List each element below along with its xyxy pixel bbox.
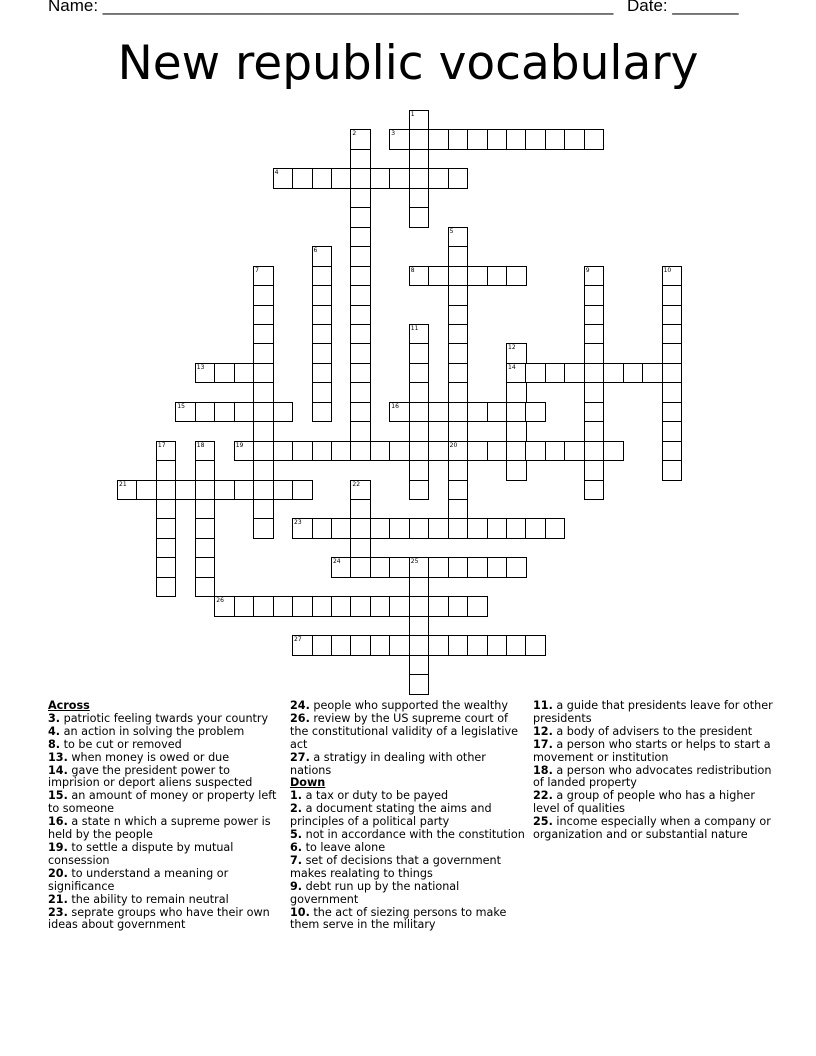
crossword-cell[interactable] [506,343,527,364]
crossword-cell[interactable] [662,402,683,423]
crossword-cell[interactable] [545,129,566,150]
crossword-cell[interactable] [584,129,605,150]
clue-number: 26 [216,597,224,605]
clue-number: 3 [391,130,396,138]
crossword-cell[interactable] [506,460,527,481]
crossword-cell[interactable] [253,266,274,287]
clue-number: 20 [449,441,458,449]
crossword-cell[interactable] [506,635,527,656]
crossword-cell[interactable] [603,363,624,384]
crossword-cell[interactable] [584,382,605,403]
clue-across-15: 15. an amount of money or property left to someone [48,789,277,816]
crossword-cell[interactable] [292,518,313,539]
crossword-cell[interactable] [409,402,430,423]
crossword-cell[interactable] [467,402,488,423]
crossword-cell[interactable] [506,421,527,442]
crossword-cell[interactable] [642,363,663,384]
crossword-cell[interactable] [156,518,177,539]
crossword-cell[interactable] [312,596,333,617]
crossword-cell[interactable] [662,441,683,462]
clue-number: 1 [410,111,415,118]
crossword-cell[interactable] [409,616,430,637]
crossword-cell[interactable] [467,441,488,462]
crossword-cell[interactable] [312,168,333,189]
crossword-cell[interactable] [428,129,449,150]
clue-number: 2 [352,130,357,138]
crossword-cell[interactable] [448,324,469,345]
crossword-cell[interactable] [584,421,605,442]
clue-across-19: 19. to settle a dispute by mutual consession [48,840,234,867]
crossword-cell[interactable] [389,635,410,656]
crossword-cell[interactable] [312,305,333,326]
crossword-cell[interactable] [214,402,235,423]
crossword-cell[interactable] [370,518,391,539]
crossword-cell[interactable] [214,596,235,617]
crossword-cell[interactable] [292,635,313,656]
crossword-cell[interactable] [350,266,371,287]
clue-number: 14 [508,363,516,371]
crossword-cell[interactable] [350,129,371,150]
crossword-cell[interactable] [350,635,371,656]
crossword-cell[interactable] [584,324,605,345]
crossword-cell[interactable] [175,402,196,423]
clue-number: 17 [157,441,166,449]
crossword-cell[interactable] [409,596,430,617]
crossword-cell[interactable] [564,129,585,150]
crossword-cell[interactable] [409,480,430,501]
crossword-cell[interactable] [409,188,430,209]
clue-across-24: 24. people who supported the wealthy [290,699,509,712]
clue-across-3: 3. patriotic feeling twards your country [48,711,269,725]
clue-down-6: 6. to leave alone [290,840,386,854]
clue-down-11: 11. a guide that presidents leave for other presidents [533,699,773,725]
crossword-cell[interactable] [350,324,371,345]
crossword-cell[interactable] [662,363,683,384]
crossword-cell[interactable] [662,305,683,326]
crossword-cell[interactable] [370,441,391,462]
clue-across-23: 23. seprate groups who have their own ideas about government [48,905,270,932]
crossword-cell[interactable] [370,168,391,189]
clue-number: 10 [663,266,672,274]
clue-number: 18 [196,441,205,449]
crossword-cell[interactable] [525,635,546,656]
crossword-cell[interactable] [487,266,508,287]
crossword-cell[interactable] [448,129,469,150]
across-heading: Across [48,699,90,712]
crossword-cell[interactable] [253,363,274,384]
clue-number: 8 [410,266,415,274]
crossword-cell[interactable] [506,382,527,403]
crossword-cell[interactable] [350,538,371,559]
crossword-cell[interactable] [195,499,216,520]
clue-down-22: 22. a group of people who has a higher level of qualities [533,789,755,816]
crossword-cell[interactable] [312,343,333,364]
clue-down-17: 17. a person who starts or helps to start a movement or institution [533,737,771,764]
crossword-cell[interactable] [253,402,274,423]
down-heading: Down [290,776,326,790]
crossword-cell[interactable] [370,596,391,617]
crossword-cell[interactable] [331,518,352,539]
crossword-cell[interactable] [525,129,546,150]
crossword-cell[interactable] [195,538,216,559]
crossword-cell[interactable] [409,674,430,695]
crossword-cell[interactable] [662,343,683,364]
crossword-cell[interactable] [545,441,566,462]
crossword-cell[interactable] [234,480,255,501]
crossword-cell[interactable] [350,285,371,306]
crossword-cell[interactable] [487,441,508,462]
crossword-cell[interactable] [156,460,177,481]
crossword-cell[interactable] [506,557,527,578]
crossword-cell[interactable] [448,227,469,248]
crossword-cell[interactable] [584,441,605,462]
clue-across-26: 26. review by the US supreme court of the constitutional validity of a legislative act [290,711,518,751]
clue-number: 19 [235,441,244,449]
crossword-cell[interactable] [350,441,371,462]
crossword-cell[interactable] [253,518,274,539]
crossword-cell[interactable] [409,149,430,170]
crossword-cell[interactable] [312,635,333,656]
crossword-cell[interactable] [564,441,585,462]
crossword-cell[interactable] [331,441,352,462]
crossword-cell[interactable] [273,596,294,617]
crossword-cell[interactable] [448,343,469,364]
crossword-cell[interactable] [409,266,430,287]
clue-across-4: 4. an action in solving the problem [48,724,245,738]
crossword-cell[interactable] [312,402,333,423]
crossword-cell[interactable] [448,557,469,578]
crossword-cell[interactable] [584,305,605,326]
crossword-cell[interactable] [312,518,333,539]
crossword-cell[interactable] [525,363,546,384]
crossword-cell[interactable] [448,441,469,462]
crossword-cell[interactable] [273,402,294,423]
crossword-cell[interactable] [506,266,527,287]
crossword-cell[interactable] [350,188,371,209]
clue-number: 11 [410,324,419,332]
crossword-cell[interactable] [350,343,371,364]
crossword-cell[interactable] [350,480,371,501]
name-field-label: Name: ______________________________________________________ [48,0,614,15]
clue-number: 23 [294,519,302,527]
clue-down-12: 12. a body of advisers to the president [533,724,753,738]
crossword-cell[interactable] [234,441,255,462]
crossword-cell[interactable] [350,227,371,248]
clue-down-25: 25. income especially when a company or organization and or substantial nature [533,815,771,842]
crossword-cell[interactable] [350,246,371,267]
crossword-cell[interactable] [487,129,508,150]
crossword-cell[interactable] [312,382,333,403]
crossword-cell[interactable] [409,110,430,131]
clue-number: 9 [585,266,590,274]
crossword-cell[interactable] [662,382,683,403]
crossword-cell[interactable] [312,246,333,267]
crossword-cell[interactable] [448,363,469,384]
crossword-cell[interactable] [214,480,235,501]
crossword-cell[interactable] [253,480,274,501]
crossword-cell[interactable] [350,363,371,384]
crossword-cell[interactable] [292,480,313,501]
crossword-cell[interactable] [370,557,391,578]
clue-down-1: 1. a tax or duty to be payed [290,789,449,803]
clue-column-3 [533,700,773,842]
crossword-cell[interactable] [428,402,449,423]
crossword-cell[interactable] [584,266,605,287]
crossword-cell[interactable] [350,168,371,189]
crossword-cell[interactable] [350,421,371,442]
crossword-cell[interactable] [662,421,683,442]
crossword-cell[interactable] [195,518,216,539]
crossword-cell[interactable] [136,480,157,501]
crossword-cell[interactable] [409,168,430,189]
clue-number: 5 [449,227,454,235]
clue-number: 15 [177,402,185,410]
crossword-cell[interactable] [312,324,333,345]
crossword-cell[interactable] [331,168,352,189]
crossword-cell[interactable] [525,441,546,462]
crossword-cell[interactable] [350,596,371,617]
crossword-cell[interactable] [195,363,216,384]
crossword-cell[interactable] [448,460,469,481]
crossword-cell[interactable] [273,480,294,501]
crossword-cell[interactable] [409,324,430,345]
clue-down-2: 2. a document stating the aims and principles of a political party [290,802,492,829]
crossword-cell[interactable] [467,557,488,578]
crossword-cell[interactable] [603,441,624,462]
crossword-cell[interactable] [409,421,430,442]
crossword-cell[interactable] [467,635,488,656]
clue-number: 13 [196,363,205,371]
crossword-cell[interactable] [195,577,216,598]
clue-number: 21 [119,480,127,488]
clue-column-2 [290,700,528,932]
crossword-cell[interactable] [467,266,488,287]
crossword-cell[interactable] [409,557,430,578]
crossword-cell[interactable] [545,363,566,384]
crossword-cell[interactable] [350,518,371,539]
crossword-cell[interactable] [350,499,371,520]
crossword-cell[interactable] [312,363,333,384]
crossword-cell[interactable] [156,538,177,559]
crossword-cell[interactable] [253,596,274,617]
crossword-cell[interactable] [487,557,508,578]
clue-number: 7 [255,266,259,274]
crossword-cell[interactable] [389,441,410,462]
crossword-cell[interactable] [662,324,683,345]
crossword-cell[interactable] [409,207,430,228]
crossword-cell[interactable] [156,557,177,578]
crossword-cell[interactable] [331,596,352,617]
crossword-cell[interactable] [350,207,371,228]
crossword-cell[interactable] [506,363,527,384]
crossword-cell[interactable] [525,402,546,423]
date-field-label: Date: _______ [627,0,739,15]
crossword-cell[interactable] [409,577,430,598]
crossword-cell[interactable] [389,168,410,189]
crossword-cell[interactable] [487,635,508,656]
crossword-cell[interactable] [409,460,430,481]
clue-down-10: 10. the act of siezing persons to make them serve in the military [290,905,507,932]
crossword-cell[interactable] [253,382,274,403]
crossword-cell[interactable] [214,363,235,384]
clue-number: 4 [274,169,279,177]
crossword-cell[interactable] [312,266,333,287]
clue-down-9: 9. debt run up by the national government [290,879,460,906]
crossword-cell[interactable] [467,129,488,150]
crossword-cell[interactable] [428,518,449,539]
crossword-cell[interactable] [156,480,177,501]
crossword-cell[interactable] [448,402,469,423]
crossword-cell[interactable] [389,402,410,423]
crossword-cell[interactable] [662,266,683,287]
crossword-cell[interactable] [467,596,488,617]
crossword-cell[interactable] [292,441,313,462]
crossword-cell[interactable] [331,635,352,656]
crossword-cell[interactable] [350,557,371,578]
crossword-cell[interactable] [448,518,469,539]
crossword-cell[interactable] [175,480,196,501]
crossword-cell[interactable] [428,635,449,656]
clue-across-27: 27. a stratigy in dealing with other nations [290,750,486,777]
crossword-cell[interactable] [195,557,216,578]
crossword-cell[interactable] [467,518,488,539]
crossword-cell[interactable] [253,324,274,345]
crossword-cell[interactable] [448,499,469,520]
clue-down-18: 18. a person who advocates redistribution of landed property [533,763,772,790]
crossword-cell[interactable] [409,635,430,656]
crossword-cell[interactable] [662,460,683,481]
crossword-cell[interactable] [584,363,605,384]
crossword-cell[interactable] [350,149,371,170]
crossword-cell[interactable] [448,421,469,442]
crossword-cell[interactable] [273,168,294,189]
clue-column-1 [48,700,278,932]
clue-number: 22 [352,480,361,488]
crossword-cell[interactable] [545,518,566,539]
crossword-cell[interactable] [448,168,469,189]
crossword-cell[interactable] [448,480,469,501]
crossword-cell[interactable] [506,129,527,150]
crossword-cell[interactable] [273,441,294,462]
crossword-cell[interactable] [253,441,274,462]
crossword-cell[interactable] [195,402,216,423]
crossword-cell[interactable] [195,441,216,462]
crossword-cell[interactable] [331,557,352,578]
crossword-cell[interactable] [253,421,274,442]
crossword-cell[interactable] [584,460,605,481]
crossword-cell[interactable] [564,363,585,384]
crossword-cell[interactable] [428,266,449,287]
crossword-cell[interactable] [409,518,430,539]
crossword-cell[interactable] [253,460,274,481]
clue-number: 12 [508,344,516,352]
clue-down-5: 5. not in accordance with the constitution [290,828,525,842]
clue-number: 27 [294,636,302,644]
crossword-cell[interactable] [253,343,274,364]
crossword-cell[interactable] [292,168,313,189]
clue-across-14: 14. gave the president power to imprision or deport aliens suspected [48,763,253,790]
clue-number: 16 [391,402,399,410]
crossword-cell[interactable] [448,246,469,267]
clue-across-8: 8. to be cut or removed [48,737,182,751]
clue-across-20: 20. to understand a meaning or significance [48,866,229,893]
crossword-cell[interactable] [409,363,430,384]
crossword-cell[interactable] [253,305,274,326]
crossword-cell[interactable] [253,285,274,306]
crossword-cell[interactable] [506,518,527,539]
crossword-cell[interactable] [312,441,333,462]
crossword-cell[interactable] [389,557,410,578]
crossword-cell[interactable] [584,480,605,501]
crossword-cell[interactable] [487,518,508,539]
crossword-cell[interactable] [448,635,469,656]
crossword-cell[interactable] [506,402,527,423]
crossword-cell[interactable] [389,596,410,617]
crossword-cell[interactable] [195,460,216,481]
crossword-cell[interactable] [448,596,469,617]
clue-number: 25 [410,558,419,566]
crossword-cell[interactable] [234,363,255,384]
crossword-cell[interactable] [117,480,138,501]
crossword-cell[interactable] [428,441,449,462]
clue-across-16: 16. a state n which a supreme power is held by the people [48,815,271,842]
crossword-cell[interactable] [448,305,469,326]
clue-number: 24 [332,558,341,566]
crossword-cell[interactable] [234,596,255,617]
crossword-cell[interactable] [428,168,449,189]
crossword-cell[interactable] [448,285,469,306]
crossword-cell[interactable] [428,557,449,578]
crossword-cell[interactable] [253,499,274,520]
crossword-cell[interactable] [156,499,177,520]
crossword-cell[interactable] [448,382,469,403]
crossword-cell[interactable] [409,129,430,150]
crossword-cell[interactable] [525,518,546,539]
crossword-cell[interactable] [623,363,644,384]
crossword-cell[interactable] [487,402,508,423]
crossword-cell[interactable] [370,635,391,656]
clue-across-13: 13. when money is owed or due [48,750,230,764]
crossword-cell[interactable] [409,343,430,364]
crossword-cell[interactable] [156,441,177,462]
crossword-cell[interactable] [312,285,333,306]
crossword-cell[interactable] [662,285,683,306]
crossword-cell[interactable] [409,382,430,403]
page-title: New republic vocabulary [117,36,699,91]
crossword-cell[interactable] [350,305,371,326]
clue-number: 6 [313,247,318,255]
crossword-cell[interactable] [506,441,527,462]
crossword-cell[interactable] [584,402,605,423]
crossword-cell[interactable] [428,596,449,617]
crossword-cell[interactable] [584,285,605,306]
crossword-cell[interactable] [292,596,313,617]
clue-across-21: 21. the ability to remain neutral [48,892,229,906]
crossword-cell[interactable] [409,655,430,676]
crossword-cell[interactable] [448,266,469,287]
crossword-cell[interactable] [409,441,430,462]
crossword-cell[interactable] [584,343,605,364]
crossword-cell[interactable] [195,480,216,501]
crossword-cell[interactable] [350,402,371,423]
crossword-cell[interactable] [234,402,255,423]
crossword-cell[interactable] [389,129,410,150]
crossword-cell[interactable] [350,382,371,403]
clue-down-7: 7. set of decisions that a government makes realating to things [290,853,501,880]
crossword-cell[interactable] [156,577,177,598]
crossword-cell[interactable] [389,518,410,539]
